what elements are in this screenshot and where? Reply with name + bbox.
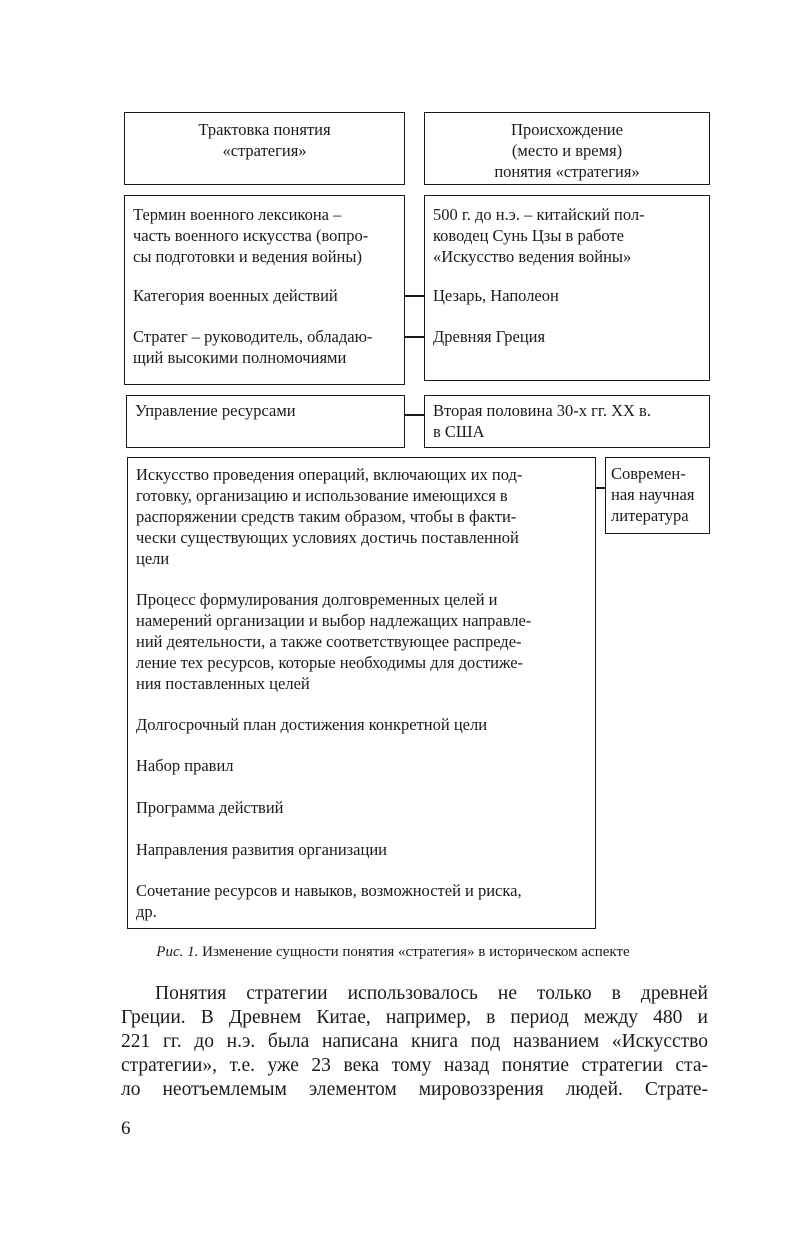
- modern-item: [136, 464, 522, 569]
- paragraph-line: ло неотъемлемым элементом мировоззрения людей. Страте-: [121, 1079, 708, 1100]
- military-interpretation-box: [124, 195, 405, 385]
- text-line: ная научная: [611, 485, 695, 504]
- text-line: щий высокими полномочиями: [133, 348, 347, 367]
- text-line: ний деятельности, а также соответствующее распреде-: [136, 632, 522, 651]
- paragraph-line: стратегии», т.е. уже 23 века тому назад понятие стратегии ста-: [121, 1055, 708, 1076]
- paragraph-line: 221 гг. до н.э. была написана книга под названием «Искусство: [121, 1031, 708, 1052]
- modern-item: [136, 714, 487, 735]
- text-line: Долгосрочный план достижения конкретной цели: [136, 715, 488, 734]
- text-line: Вторая половина 30-х гг. XX в.: [433, 401, 651, 420]
- text-line: ководец Сунь Цзы в работе: [433, 226, 624, 245]
- text-line: Термин военного лексикона –: [133, 205, 342, 224]
- connector-line: [405, 295, 424, 297]
- modern-item: [136, 589, 531, 694]
- text-line: 500 г. до н.э. – китайский пол-: [433, 205, 645, 224]
- figure-caption-text: Изменение сущности понятия «стратегия» в историческом аспекте: [202, 944, 630, 960]
- text-line: Направления развития организации: [136, 840, 387, 859]
- text-line: литература: [611, 506, 689, 525]
- header-right-line: Происхождение: [511, 120, 623, 139]
- modern-item: [136, 839, 387, 860]
- paragraph-line: Понятия стратегии использовалось не только в древней: [155, 983, 708, 1004]
- connector-line: [596, 487, 605, 489]
- figure-caption: [0, 944, 786, 961]
- paragraph-line: Греции. В Древнем Китае, например, в период между 480 и: [121, 1007, 708, 1028]
- strategist-cell: [133, 326, 372, 368]
- header-left-line: «стратегия»: [222, 141, 307, 160]
- text-line: часть военного искусства (вопро-: [133, 226, 369, 245]
- modern-interpretation-box: [127, 457, 596, 929]
- header-left-line: Трактовка понятия: [198, 120, 331, 139]
- text-line: Цезарь, Наполеон: [433, 286, 559, 305]
- text-line: ния поставленных целей: [136, 674, 310, 693]
- text-line: Сочетание ресурсов и навыков, возможностей и риска,: [136, 881, 522, 900]
- modern-source-box: [605, 457, 710, 534]
- text-line: чески существующих условиях достичь поставленной: [136, 528, 519, 547]
- text-line: др.: [136, 902, 157, 921]
- military-origin-box: [424, 195, 710, 381]
- text-line: Набор правил: [136, 756, 234, 775]
- resources-box: [126, 395, 405, 448]
- text-line: готовку, организацию и использование имеющихся в: [136, 486, 508, 505]
- resources-origin-box: [424, 395, 710, 448]
- text-line: ление тех ресурсов, которые необходимы для достиже-: [136, 653, 524, 672]
- header-right-line: понятия «стратегия»: [494, 162, 640, 181]
- text-line: Категория военных действий: [133, 286, 338, 305]
- modern-item: [136, 880, 522, 922]
- military-category-cell: [133, 285, 338, 306]
- header-interpretation-box: [124, 112, 405, 185]
- text-line: Стратег – руководитель, обладаю-: [133, 327, 373, 346]
- text-line: распоряжении средств таким образом, чтобы в факти-: [136, 507, 517, 526]
- sun-tzu-cell: [433, 204, 645, 267]
- header-right-line: (место и время): [511, 141, 623, 160]
- resources-label: Управление ресурсами: [135, 401, 296, 420]
- body-paragraph: [121, 982, 708, 1102]
- text-line: Программа действий: [136, 798, 284, 817]
- header-origin-box: [424, 112, 710, 185]
- text-line: Процесс формулирования долговременных целей и: [136, 590, 498, 609]
- figure-label: Рис. 1.: [156, 944, 199, 960]
- text-line: Древняя Греция: [433, 327, 546, 346]
- modern-item: [136, 755, 234, 776]
- text-line: Искусство проведения операций, включающих их под-: [136, 465, 523, 484]
- connector-line: [405, 336, 424, 338]
- text-line: намерений организации и выбор надлежащих направле-: [136, 611, 532, 630]
- text-line: Современ-: [611, 464, 686, 483]
- text-line: цели: [136, 549, 170, 568]
- text-line: сы подготовки и ведения войны): [133, 247, 362, 266]
- text-line: «Искусство ведения войны»: [433, 247, 632, 266]
- caesar-napoleon-cell: [433, 285, 559, 306]
- connector-line: [405, 414, 424, 416]
- ancient-greece-cell: [433, 326, 545, 347]
- text-line: в США: [433, 422, 485, 441]
- military-term-cell: [133, 204, 368, 267]
- page-number: 6: [121, 1118, 131, 1139]
- modern-item: [136, 797, 284, 818]
